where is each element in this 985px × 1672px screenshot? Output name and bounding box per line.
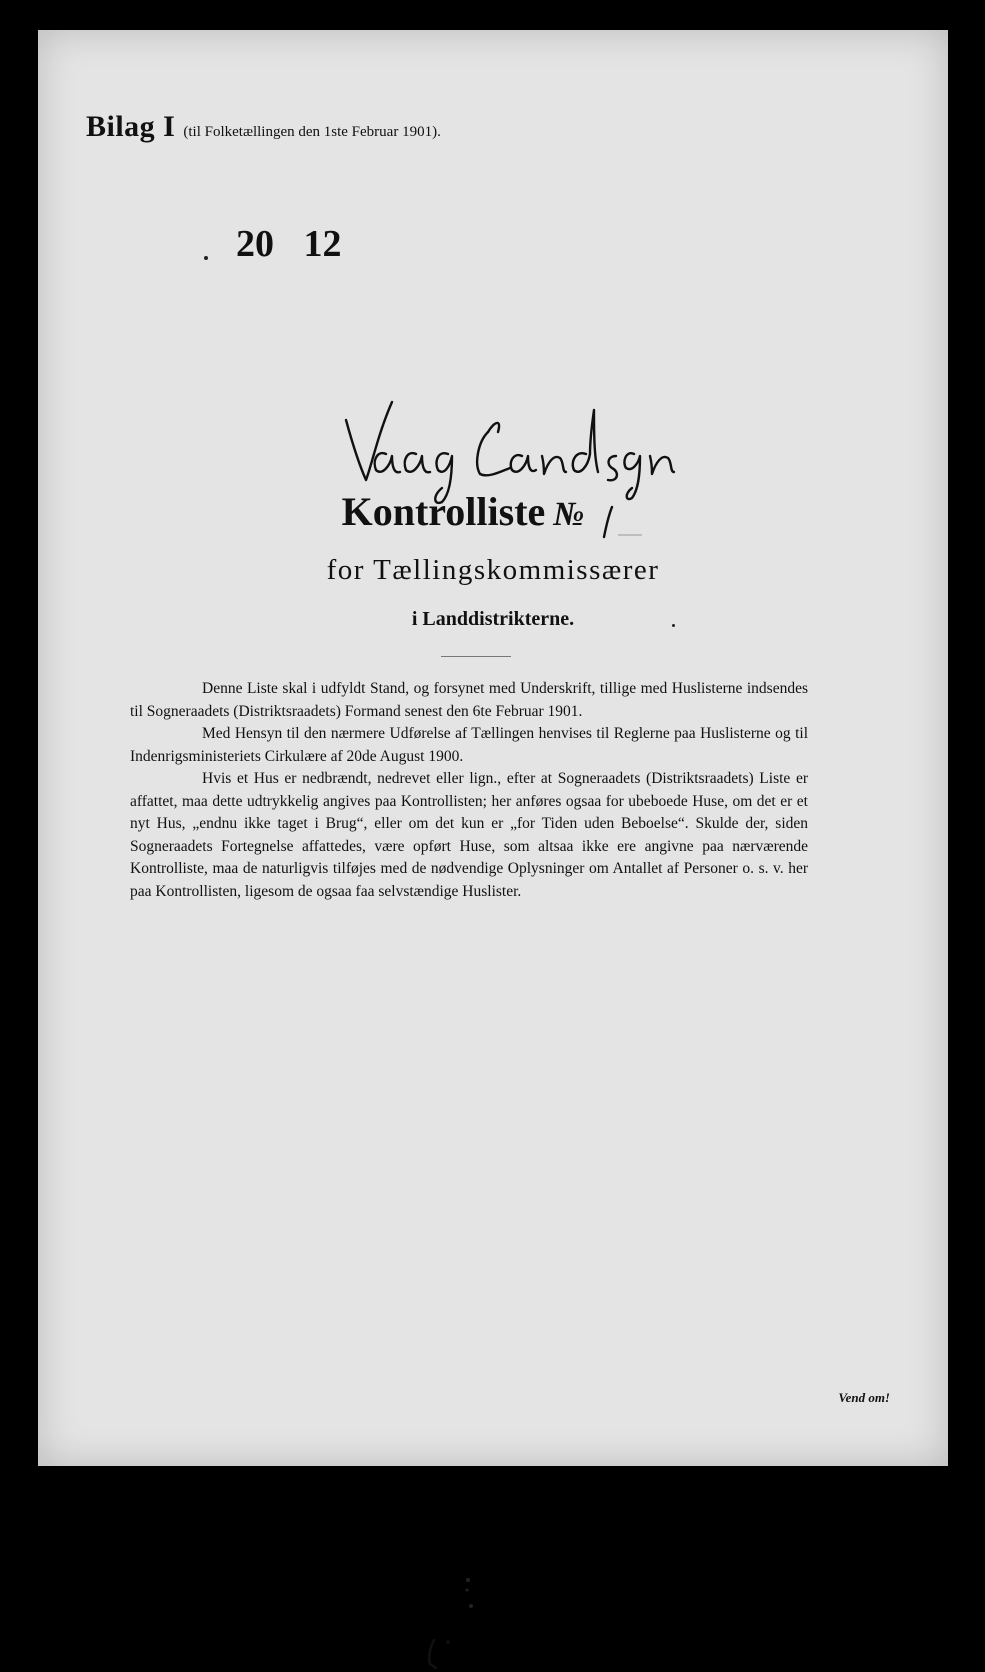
subtitle-line2: i Landdistrikterne. (411, 608, 575, 630)
document-number-part1: 20 (236, 223, 274, 265)
document-number-part2: 12 (303, 223, 342, 265)
stray-mark (462, 1576, 472, 1612)
number-sign: № (553, 496, 585, 533)
stray-mark (424, 1636, 454, 1672)
handwritten-list-number (584, 501, 644, 541)
instruction-paragraph-3: Hvis et Hus er nedbrændt, nedrevet eller lign., efter at Sogneraadets (Distriktsraadets) Liste er affattet, maa dette udtrykkelig angives paa Kontrollisten; her anføres ogsaa for ubeboede Huse, om det er et nyt Hus, „endnu ikke taget i Brug“, eller om det kun er „for Tiden uden Beboelse“. Skulde der, siden Sogneraadets Fortegnelse affattedes, være opført Huse, som altsaa ikke ere angivne paa nærværende Kontrolliste, maa de naturligvis tilføjes med de nødvendige Oplysninger om Antallet af Personer o. s. v. her paa Kontrollisten, ligesom de ogsaa faa selvstændige Huslister. (130, 770, 808, 900)
turn-over-note: Vend om! (838, 1390, 890, 1405)
appendix-header (86, 110, 441, 144)
document-number (236, 222, 342, 266)
ink-dot (204, 256, 208, 260)
page-title (38, 488, 948, 541)
title-text: Kontrolliste (341, 489, 546, 534)
instruction-paragraph-1: Denne Liste skal i udfyldt Stand, og forsynet med Underskrift, tillige med Huslisterne indsendes til Sogneraadets (Distriktsraadets) Formand senest den 6te Februar 1901. (130, 680, 808, 720)
ink-dot (672, 624, 675, 627)
instructions (130, 678, 808, 903)
appendix-label: Bilag I (86, 110, 176, 143)
divider (441, 656, 511, 657)
document-page (38, 30, 948, 1466)
handwritten-number-glyph (584, 501, 644, 541)
subtitle-line1: for Tællingskommissærer (326, 554, 660, 586)
appendix-note: (til Folketællingen den 1ste Februar 1901). (183, 124, 441, 140)
instruction-paragraph-2: Med Hensyn til den nærmere Udførelse af Tællingen henvises til Reglerne paa Huslisterne og til Indenrigsministeriets Cirkulære af 20de August 1900. (130, 725, 808, 765)
